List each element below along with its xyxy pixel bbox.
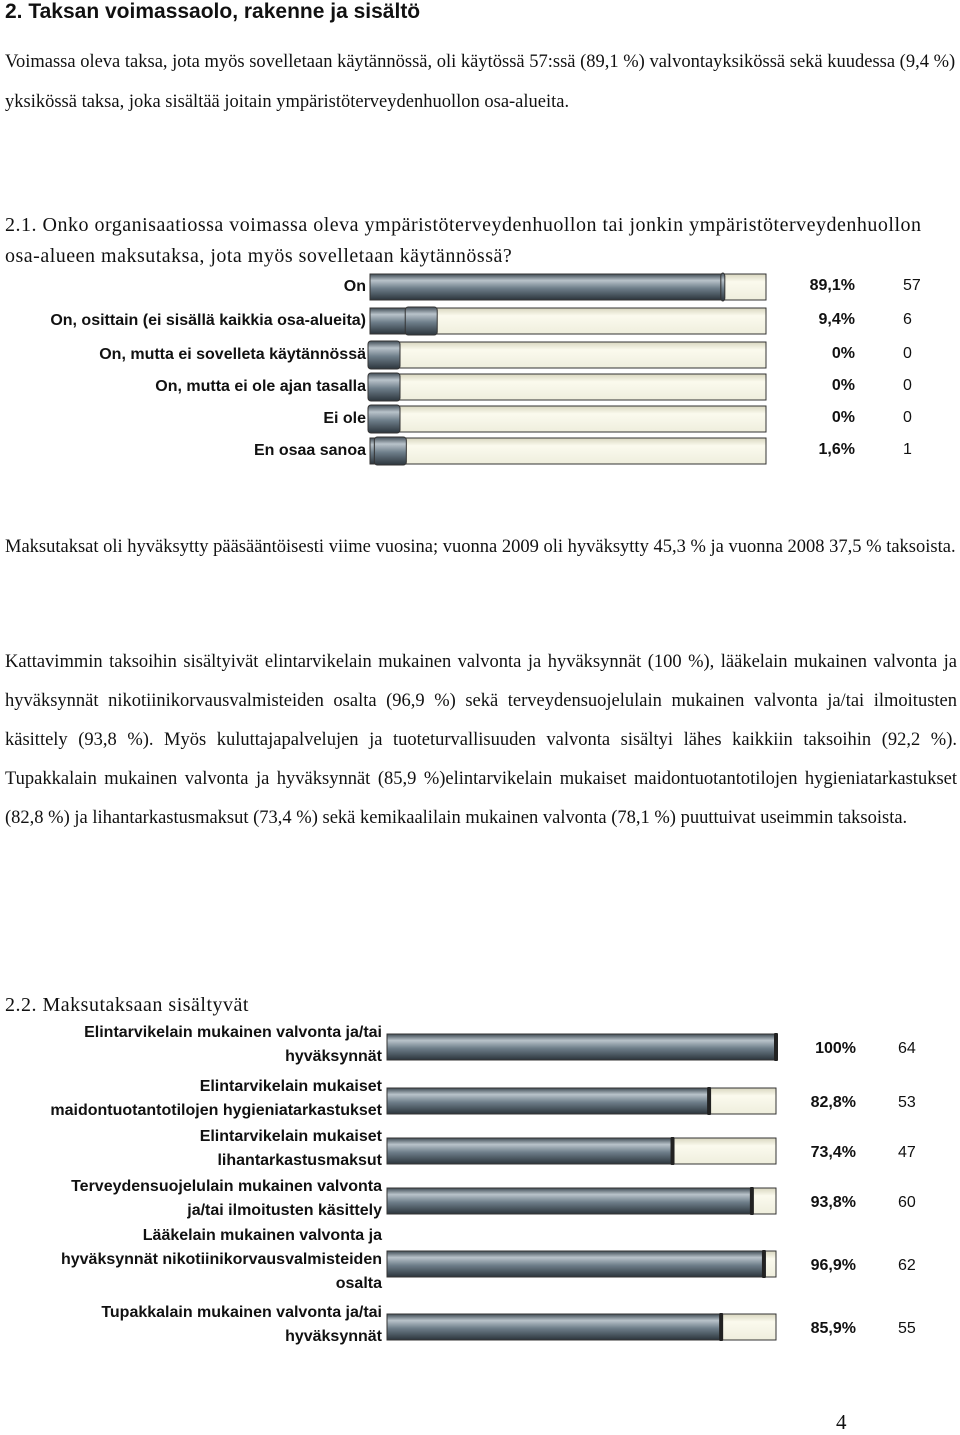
chart1-percent-label: 0% <box>831 377 855 394</box>
chart2-bar-2 <box>387 1137 776 1165</box>
chart1-category-label: En osaa sanoa <box>253 442 366 459</box>
chart1-count-label: 0 <box>903 345 912 362</box>
chart2-count-label: 64 <box>898 1040 916 1057</box>
chart2-bar-cap <box>707 1087 711 1115</box>
chart2-category-label: hyväksynnät <box>285 1328 382 1345</box>
chart2-category-label: Tupakkalain mukainen valvonta ja/tai <box>101 1304 382 1321</box>
chart2-bar-4 <box>387 1250 776 1278</box>
chart1-category-label: On <box>343 278 366 295</box>
chart1-count-label: 57 <box>903 277 921 294</box>
chart2-bar-fill <box>387 1314 721 1340</box>
chart2-category-label: hyväksynnät nikotiinikorvausvalmisteiden <box>60 1251 382 1268</box>
chart2-percent-label: 93,8% <box>810 1194 856 1211</box>
approval-paragraph: Maksutaksat oli hyväksytty pääsääntöisesti viime vuosina; vuonna 2009 oli hyväksytty 45,3 % ja vuonna 2008 37,5 % taksoista. <box>5 537 956 557</box>
chart2-bar-5 <box>387 1313 776 1341</box>
chart2-count-label: 47 <box>898 1144 916 1161</box>
chart2-percent-label: 96,9% <box>810 1257 856 1274</box>
chart2-category-label: maidontuotantotilojen hygieniatarkastukset <box>50 1102 382 1119</box>
chart1-percent-label: 0% <box>831 345 855 362</box>
chart2-category-label: Elintarvikelain mukaiset <box>199 1128 382 1145</box>
chart2-percent-label: 100% <box>815 1040 856 1057</box>
chart2-bar-fill <box>387 1138 673 1164</box>
intro-paragraph: Voimassa oleva taksa, jota myös sovelletaan käytännössä, oli käytössä 57:ssä (89,1 %) valvontayksikössä sekä kuudessa (9,4 %) yksikössä taksa, joka sisältää joitain ympäristöterveydenhuollon osa-alueita. <box>5 52 956 112</box>
chart2-count-label: 60 <box>898 1194 916 1211</box>
page-number: 4 <box>836 1410 847 1434</box>
chart2-count-label: 53 <box>898 1094 916 1111</box>
chart1-percent-label: 0% <box>831 409 855 426</box>
chart2-bar-fill <box>387 1188 752 1214</box>
chart2-category-label: lihantarkastusmaksut <box>217 1152 382 1169</box>
chart2-percent-label: 82,8% <box>810 1094 856 1111</box>
chart2-percent-label: 85,9% <box>810 1320 856 1337</box>
chart1-category-label: On, mutta ei ole ajan tasalla <box>155 378 366 395</box>
chart2-bar-0 <box>387 1033 778 1061</box>
question-2-1-heading: 2.1. Onko organisaatiossa voimassa oleva ympäristöterveydenhuollon tai jonkin ympäristöterveydenhuollon osa-alueen maksutaksa, jota myös sovelletaan käytännössä? <box>5 214 922 267</box>
chart2-category-label: Terveydensuojelulain mukainen valvonta <box>71 1178 382 1195</box>
chart1-count-label: 1 <box>903 441 912 458</box>
chart2-bar-cap <box>750 1187 754 1215</box>
chart2-count-label: 62 <box>898 1257 916 1274</box>
chart2-bar-cap <box>774 1033 778 1061</box>
chart2-bar-1 <box>387 1087 776 1115</box>
chart2-category-label: Elintarvikelain mukainen valvonta ja/tai <box>84 1024 382 1041</box>
chart1-count-label: 0 <box>903 409 912 426</box>
chart1-category-label: On, osittain (ei sisällä kaikkia osa-alueita) <box>50 312 366 329</box>
chart2-percent-label: 73,4% <box>810 1144 856 1161</box>
question-2-2-heading: 2.2. Maksutaksaan sisältyvät <box>5 994 249 1016</box>
section-title: 2. Taksan voimassaolo, rakenne ja sisältö <box>5 0 421 23</box>
chart1-percent-label: 89,1% <box>809 277 855 294</box>
coverage-paragraph: Kattavimmin taksoihin sisältyivät elintarvikelain mukainen valvonta ja hyväksynnät (100 %), lääkelain mukainen valvonta ja hyväksynnät nikotiinikorvausvalmisteiden osalta (96,9 %) sekä terveydensuojelulain mukainen valvonta ja/tai ilmoitusten käsittely (93,8 %). Myös kuluttajapalvelujen ja tuoteturvallisuuden valvonta sisältyi lähes kaikkiin taksoihin (92,2 %). Tupakkalain mukainen valvonta ja hyväksynnät (85,9 %)elintarvikelain mukaiset maidontuotantotilojen hygieniatarkastukset (82,8 %) ja lihantarkastusmaksut (73,4 %) sekä kemikaalilain mukainen valvonta (78,1 %) puuttuivat useimmin taksoista. <box>5 652 957 828</box>
chart2-category-label: Lääkelain mukainen valvonta ja <box>142 1227 382 1244</box>
chart2-category-label: osalta <box>335 1275 382 1292</box>
chart1-percent-label: 1,6% <box>818 441 855 458</box>
chart1-category-label: On, mutta ei sovelleta käytännössä <box>99 346 366 363</box>
chart2-category-label: hyväksynnät <box>285 1048 382 1065</box>
chart1-category-label: Ei ole <box>323 410 366 427</box>
chart2-category-label: ja/tai ilmoitusten käsittely <box>187 1202 382 1219</box>
chart2-bar-fill <box>387 1034 776 1060</box>
chart2-category-label: Elintarvikelain mukaiset <box>199 1078 382 1095</box>
chart2-bar-fill <box>387 1088 709 1114</box>
chart2-bar-fill <box>387 1251 764 1277</box>
chart2-count-label: 55 <box>898 1320 916 1337</box>
chart1-count-label: 6 <box>903 311 912 328</box>
chart1-count-label: 0 <box>903 377 912 394</box>
chart2-bar-3 <box>387 1187 776 1215</box>
chart1-percent-label: 9,4% <box>818 311 855 328</box>
chart2-bar-cap <box>762 1250 766 1278</box>
chart2-bar-cap <box>671 1137 675 1165</box>
chart2-bar-cap <box>719 1313 723 1341</box>
